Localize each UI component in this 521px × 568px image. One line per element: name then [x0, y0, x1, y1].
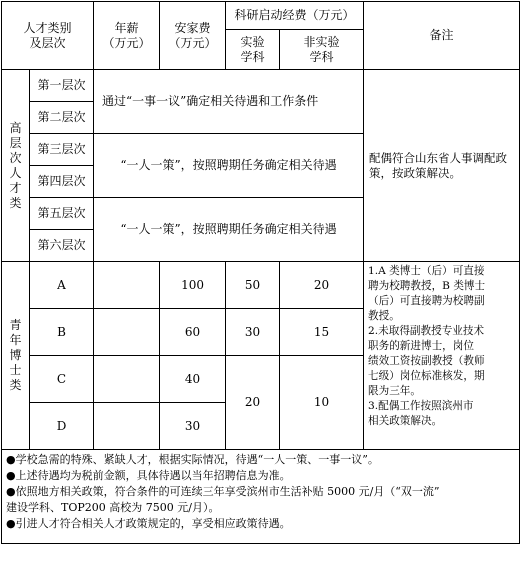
- phd-a-experimental: 50: [226, 262, 280, 309]
- phd-cd-non-experimental: 10: [280, 356, 364, 450]
- level-1: 第一层次: [30, 70, 94, 102]
- footer-note-1: ●学校急需的特殊、紧缺人才，根据实际情况，待遇“一人一策、一事一议”。: [6, 453, 379, 466]
- level-3: 第三层次: [30, 134, 94, 166]
- header-research-fund: 科研启动经费（万元）: [226, 2, 364, 30]
- phd-c-settlement: 40: [160, 356, 226, 403]
- phd-b-experimental: 30: [226, 309, 280, 356]
- rule-levels-5-6: “一人一策”，按照聘期任务确定相关待遇: [94, 198, 364, 262]
- phd-cd-experimental: 20: [226, 356, 280, 450]
- high-level-remark: 配偶符合山东省人事调配政策，按政策解决。: [364, 70, 520, 262]
- header-category: 人才类别 及层次: [2, 2, 94, 70]
- phd-a-non-experimental: 20: [280, 262, 364, 309]
- phd-a-settlement: 100: [160, 262, 226, 309]
- phd-b-salary: [94, 309, 160, 356]
- phd-grade-d: D: [30, 403, 94, 450]
- phd-grade-b: B: [30, 309, 94, 356]
- rule-levels-1-2: 通过“一事一议”确定相关待遇和工作条件: [94, 70, 364, 134]
- header-remarks: 备注: [364, 2, 520, 70]
- level-2: 第二层次: [30, 102, 94, 134]
- phd-d-salary: [94, 403, 160, 450]
- phd-b-settlement: 60: [160, 309, 226, 356]
- phd-grade-c: C: [30, 356, 94, 403]
- phd-d-settlement: 30: [160, 403, 226, 450]
- level-4: 第四层次: [30, 166, 94, 198]
- rule-levels-3-4: “一人一策”，按照聘期任务确定相关待遇: [94, 134, 364, 198]
- header-salary: 年薪 （万元）: [94, 2, 160, 70]
- footer-notes: [2, 450, 520, 544]
- footer-note-3-cont: 建设学科、TOP200 高校为 7500 元/月）。: [6, 501, 220, 514]
- high-level-talent-label: 高 层 次 人 才 类: [2, 70, 30, 262]
- young-phd-remarks: 1.A 类博士（后）可直接 聘为校聘教授，B 类博士 （后）可直接聘为校聘副 教授。 2.未取得副教授专业技术 职务的新进博士，岗位 绩效工资按副教授（教师 七级）岗位标准核发，期 限为三年。 3.配偶工作按照滨州市 相关政策解决。: [364, 262, 520, 450]
- phd-grade-a: A: [30, 262, 94, 309]
- young-phd-label: 青 年 博 士 类: [2, 262, 30, 450]
- header-settlement-fee: 安家费 （万元）: [160, 2, 226, 70]
- footer-note-2: ●上述待遇均为税前金额，具体待遇以当年招聘信息为准。: [6, 469, 291, 482]
- footer-note-4: ●引进人才符合相关人才政策规定的，享受相应政策待遇。: [6, 517, 291, 530]
- level-6: 第六层次: [30, 230, 94, 262]
- level-5: 第五层次: [30, 198, 94, 230]
- talent-benefits-table: [1, 1, 520, 544]
- header-experimental: 实验 学科: [226, 30, 280, 70]
- phd-a-salary: [94, 262, 160, 309]
- footer-note-3: ●依照地方相关政策，符合条件的可连续三年享受滨州市生活补贴 5000 元/月（“双一流”: [6, 485, 440, 498]
- header-non-experimental: 非实验 学科: [280, 30, 364, 70]
- phd-b-non-experimental: 15: [280, 309, 364, 356]
- phd-c-salary: [94, 356, 160, 403]
